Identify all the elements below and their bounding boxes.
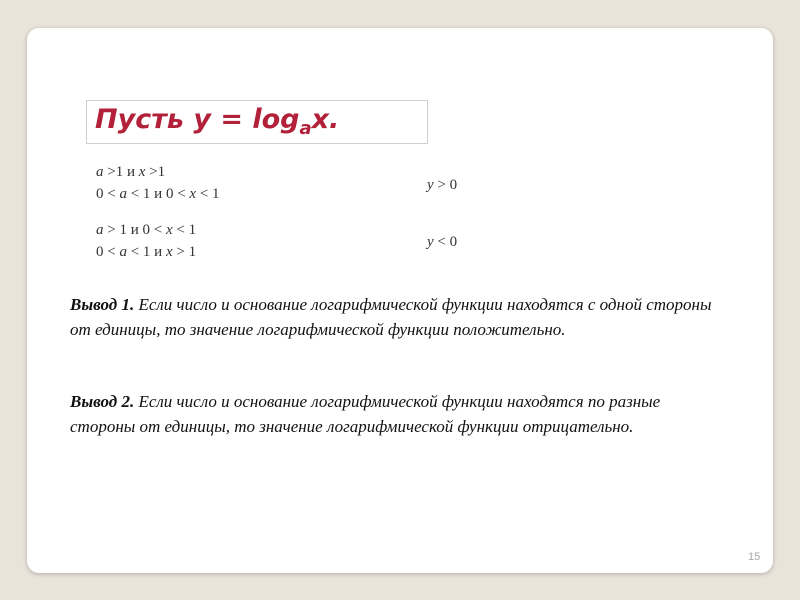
title-base-subscript: a (299, 118, 312, 139)
condition-1-row-2: 0 < a < 1 и 0 < x < 1 (96, 186, 220, 202)
title-prefix: Пусть y = log (95, 104, 300, 135)
slide-title (95, 104, 340, 139)
conclusion-1-text: Если число и основание логарифмической функции находятся с одной стороны от единицы, то значение логарифмической функции положительно. (70, 295, 712, 339)
page-number: 15 (748, 551, 761, 563)
title-box (86, 100, 428, 144)
condition-1-row-1: a >1 и x >1 (96, 164, 166, 180)
condition-2-row-1: a > 1 и 0 < x < 1 (96, 222, 197, 238)
title-suffix: x. (311, 104, 340, 135)
condition-2-result: y < 0 (427, 234, 458, 250)
condition-1-result: y > 0 (427, 177, 458, 193)
conclusion-2-text: Если число и основание логарифмической функции находятся по разные стороны от единицы, то значение логарифмической функции отрицательно. (70, 392, 661, 436)
condition-2-row-2: 0 < a < 1 и x > 1 (96, 244, 197, 260)
conclusion-1 (70, 292, 720, 342)
conclusion-2-label: Вывод 2. (70, 392, 135, 411)
conclusion-1-label: Вывод 1. (70, 295, 135, 314)
conclusion-2 (70, 389, 720, 439)
